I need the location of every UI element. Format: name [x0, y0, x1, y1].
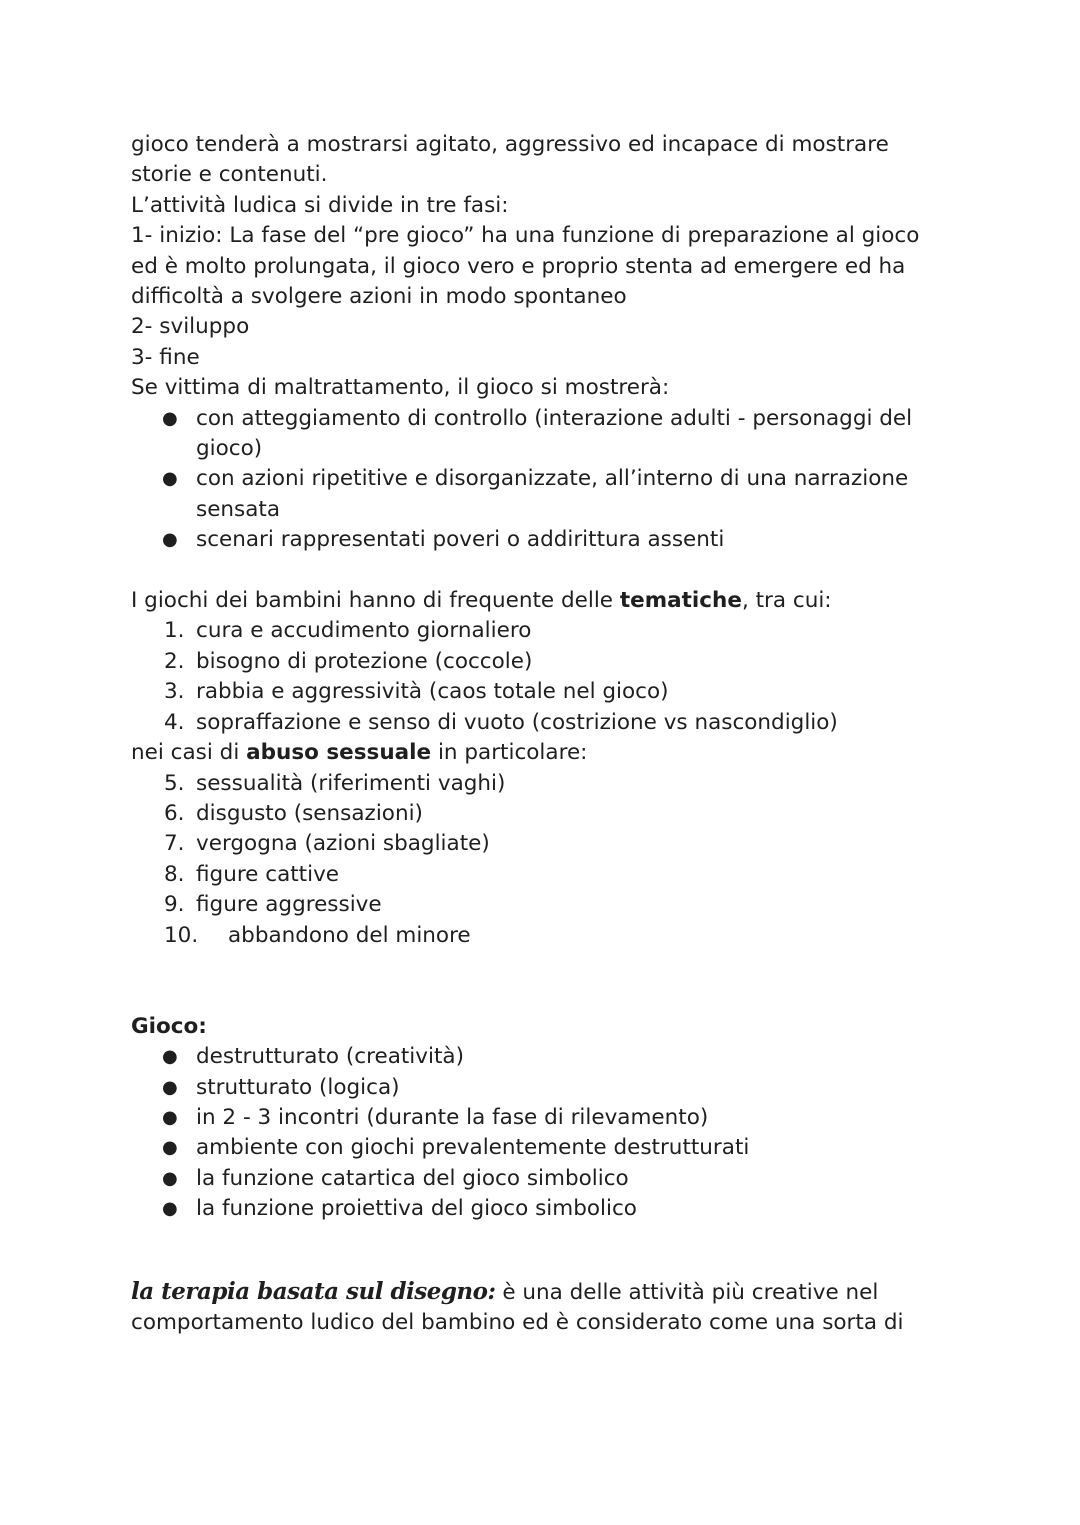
phase-2: 2- sviluppo	[131, 314, 250, 340]
game-list	[131, 1042, 951, 1224]
bullet-icon: ●	[162, 1198, 178, 1220]
phase-1: 1- inizio: La fase del “pre gioco” ha una funzione di preparazione al gioco ed è molto prolungata, il gioco vero e proprio stenta ad emergere ed ha difficoltà a svolgere azioni in modo spontaneo	[131, 223, 920, 310]
list-item-text: cura e accudimento giornaliero	[196, 618, 532, 644]
maltreatment-intro: Se vittima di maltrattamento, il gioco si mostrerà:	[131, 375, 670, 401]
list-item-text: sessualità (riferimenti vaghi)	[196, 770, 506, 796]
item-number: 6.	[164, 800, 185, 826]
item-number: 9.	[164, 892, 185, 918]
list-item-text: figure aggressive	[196, 892, 382, 918]
item-number: 5.	[164, 770, 185, 796]
drawing-text-2: comportamento ludico del bambino ed è considerato come una sorta di	[131, 1310, 904, 1335]
intro-line-2: storie e contenuti.	[131, 162, 328, 188]
list-item	[131, 1042, 951, 1072]
bullet-icon: ●	[162, 1106, 178, 1128]
list-item-text: sopraffazione e senso di vuoto (costrizione vs nascondiglio)	[196, 709, 838, 735]
bullet-icon: ●	[162, 1076, 178, 1098]
list-item	[131, 1103, 951, 1133]
list-item	[131, 799, 951, 829]
list-item-text: la funzione catartica del gioco simbolico	[196, 1165, 629, 1191]
document-page	[131, 130, 951, 1338]
list-item	[131, 464, 951, 525]
list-item-text: in 2 - 3 incontri (durante la fase di rilevamento)	[196, 1104, 709, 1130]
maltreatment-list	[131, 404, 951, 556]
list-item-text: ambiente con giochi prevalentemente destrutturati	[196, 1135, 750, 1161]
list-item	[131, 829, 951, 859]
list-item-text: figure cattive	[196, 861, 340, 887]
intro-line-1: gioco tenderà a mostrarsi agitato, aggressivo ed incapace di mostrare	[131, 132, 889, 157]
phases-intro: L’attività ludica si divide in tre fasi:	[131, 192, 509, 218]
bullet-icon: ●	[162, 468, 178, 490]
list-item	[131, 404, 951, 465]
item-number: 8.	[164, 861, 185, 887]
list-item	[131, 1164, 951, 1194]
list-item-text: bisogno di protezione (coccole)	[196, 648, 533, 674]
item-number: 3.	[164, 679, 185, 705]
abuse-keyword: abuso sessuale	[246, 740, 432, 766]
list-item-text: con azioni ripetitive e disorganizzate, all’interno di una narrazione sensata	[196, 466, 909, 522]
bullet-icon: ●	[162, 407, 178, 429]
bullet-icon: ●	[162, 1137, 178, 1159]
bullet-icon: ●	[162, 1167, 178, 1189]
drawing-paragraph	[131, 1277, 951, 1308]
list-item	[131, 1133, 951, 1163]
item-number: 10.	[164, 922, 199, 948]
drawing-title: la terapia basata sul disegno:	[131, 1277, 496, 1305]
themes-intro: I giochi dei bambini hanno di frequente delle tematiche, tra cui:	[131, 588, 832, 614]
list-item-text: scenari rappresentati poveri o addirittura assenti	[196, 527, 725, 553]
game-heading: Gioco:	[131, 1013, 207, 1039]
list-item	[131, 647, 951, 677]
list-item	[131, 677, 951, 707]
list-item	[131, 525, 951, 555]
list-item	[131, 708, 951, 738]
list-item-text: rabbia e aggressività (caos totale nel gioco)	[196, 679, 669, 705]
list-item-text: disgusto (sensazioni)	[196, 800, 423, 826]
list-item	[131, 921, 951, 951]
item-number: 4.	[164, 709, 185, 735]
item-number: 7.	[164, 831, 185, 857]
list-item	[131, 1194, 951, 1224]
list-item-text: vergogna (azioni sbagliate)	[196, 831, 490, 857]
list-item	[131, 616, 951, 646]
abuse-themes-list	[131, 769, 951, 951]
list-item-text: strutturato (logica)	[196, 1074, 400, 1100]
list-item-text: abbandono del minore	[228, 922, 471, 948]
list-item	[131, 860, 951, 890]
drawing-text-1: è una delle attività più creative nel	[495, 1279, 879, 1305]
list-item	[131, 1073, 951, 1103]
list-item	[131, 769, 951, 799]
bullet-icon: ●	[162, 529, 178, 551]
list-item	[131, 890, 951, 920]
list-item-text: con atteggiamento di controllo (interazione adulti - personaggi del gioco)	[196, 405, 913, 462]
item-number: 1.	[164, 618, 185, 644]
list-item-text: la funzione proiettiva del gioco simbolico	[196, 1196, 637, 1222]
themes-list	[131, 616, 951, 738]
phase-3: 3- fine	[131, 344, 200, 370]
abuse-intro: nei casi di abuso sessuale in particolare:	[131, 740, 588, 766]
list-item-text: destrutturato (creatività)	[196, 1044, 464, 1070]
themes-keyword: tematiche	[619, 588, 742, 614]
item-number: 2.	[164, 648, 185, 674]
bullet-icon: ●	[162, 1046, 178, 1068]
